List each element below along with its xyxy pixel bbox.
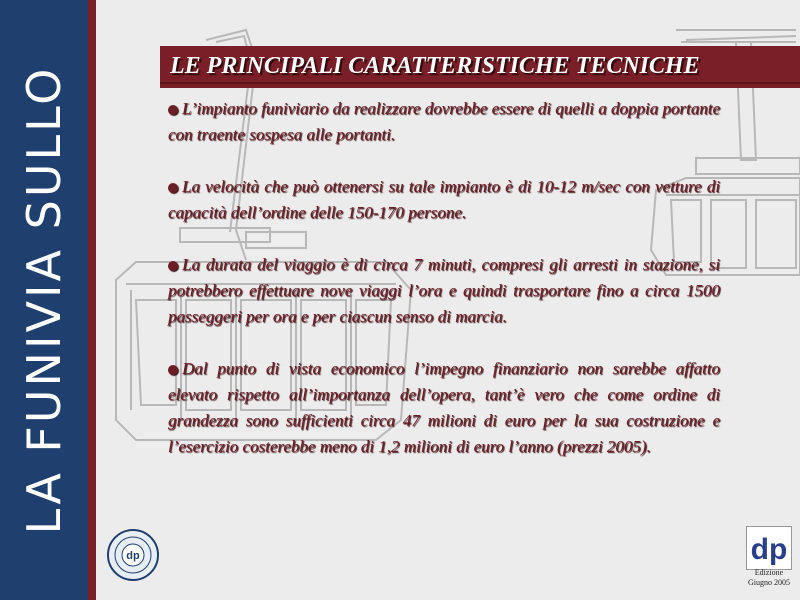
sidebar-stripe — [88, 0, 96, 600]
sidebar — [0, 0, 88, 600]
paragraph-1 — [168, 96, 720, 148]
paragraph-4 — [168, 356, 720, 460]
dp-logo — [746, 526, 792, 570]
content-body — [168, 96, 720, 460]
paragraph-3 — [168, 252, 720, 330]
logo-left-text: dp — [126, 550, 140, 562]
dp-seal-logo — [106, 528, 160, 582]
bullet-icon — [168, 365, 178, 375]
paragraph-text: La velocità che può ottenersi su tale impianto è di 10-12 m/sec con vetture di capacità dell’ordine delle 150-170 persone. — [168, 177, 720, 222]
logo-right-text: dp — [750, 533, 788, 566]
bullet-icon — [168, 105, 178, 115]
bullet-icon — [168, 183, 178, 193]
vertical-title: LA FUNIVIA SULLO — [17, 65, 71, 535]
heading-bar — [160, 46, 800, 88]
page-title: LE PRINCIPALI CARATTERISTICHE TECNICHE — [170, 53, 700, 79]
bullet-icon — [168, 261, 178, 271]
paragraph-text: Dal punto di vista economico l’impegno finanziario non sarebbe affatto elevato rispetto all’importanza dell’opera, tant’è vero che come ordine di grandezza sono sufficienti circa 47 milioni di euro per la sua costruzione e l’esercizio costerebbe meno di 1,2 milioni di euro l’anno (prezzi 2005). — [168, 359, 720, 456]
edition-label — [742, 568, 796, 588]
paragraph-text: L’impianto funiviario da realizzare dovrebbe essere di quelli a doppia portante con traente sospesa alle portanti. — [168, 99, 720, 144]
edition-line-2: Giugno 2005 — [748, 578, 790, 587]
edition-line-1: Edizione — [754, 568, 784, 577]
paragraph-text: La durata del viaggio è di circa 7 minuti, compresi gli arresti in stazione, si potrebbero effettuare nove viaggi l’ora e quindi trasportare fino a circa 1500 passeggeri per ora e per ciascun senso di marcia. — [168, 255, 720, 326]
paragraph-2 — [168, 174, 720, 226]
